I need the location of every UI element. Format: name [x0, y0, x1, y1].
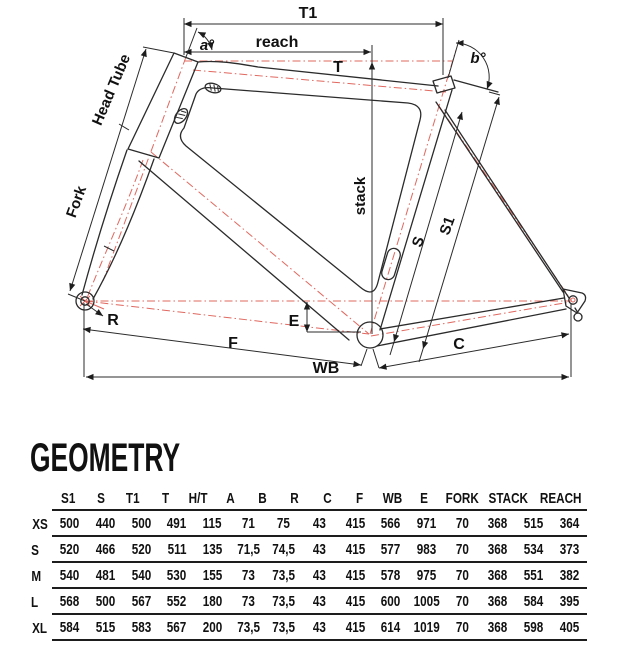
table-cell: 43: [312, 592, 326, 610]
dim-label-c: C: [453, 336, 465, 353]
table-cell: 515: [95, 618, 116, 636]
table-cell: 155: [202, 566, 223, 584]
table-cell: 584: [523, 592, 544, 610]
table-cell: 500: [131, 514, 151, 532]
table-cell: 1005: [413, 592, 440, 610]
table-row: [30, 615, 587, 641]
column-header: T1: [126, 490, 140, 507]
top-tube-outline: [198, 61, 438, 86]
table-cell: 583: [131, 618, 151, 636]
fork-tick: [104, 246, 114, 251]
table-row: [30, 537, 587, 563]
table-cell: 71,5: [236, 540, 260, 558]
table-cell: 520: [131, 540, 151, 558]
dim-label-a-angle: a°: [199, 37, 215, 54]
table-cell: 598: [523, 618, 544, 636]
dim-label-s: S: [408, 234, 429, 250]
table-cell: 552: [167, 592, 187, 610]
table-cell: 566: [381, 514, 401, 532]
table-cell: 567: [131, 592, 151, 610]
table-cell: 415: [345, 540, 365, 558]
table-cell: 405: [559, 618, 579, 636]
table-row: [30, 563, 587, 589]
row-size-label: L: [31, 593, 39, 611]
table-cell: 43: [312, 540, 326, 558]
table-cell: 491: [167, 514, 187, 532]
dim-label-e: E: [288, 313, 300, 330]
table-cell: 70: [455, 514, 469, 532]
table-cell: 975: [416, 566, 437, 584]
table-cell: 551: [523, 566, 544, 584]
table-cell: 500: [95, 592, 116, 610]
column-header: F: [356, 490, 364, 507]
table-cell: 415: [345, 514, 365, 532]
table-cell: 368: [488, 592, 508, 610]
table-header-row: [30, 490, 587, 511]
row-size-label: XS: [32, 515, 48, 533]
table-cell: 43: [312, 514, 326, 532]
table-cell: 73,5: [272, 618, 296, 636]
table-cell: 364: [559, 514, 579, 532]
table-cell: 135: [202, 540, 223, 558]
row-size-label: M: [31, 567, 42, 585]
table-cell: 584: [60, 618, 80, 636]
head-tube-outline: [128, 53, 198, 158]
table-cell: 520: [60, 540, 80, 558]
table-cell: 200: [202, 618, 223, 636]
column-header: STACK: [488, 490, 529, 507]
table-cell: 1019: [413, 618, 440, 636]
table-cell: 500: [60, 514, 80, 532]
geometry-section: [30, 438, 587, 641]
corner-cell: [30, 490, 52, 511]
table-cell: 73,5: [236, 618, 260, 636]
table-cell: 415: [345, 618, 365, 636]
dim-label-reach: reach: [255, 34, 299, 51]
table-cell: 115: [203, 514, 222, 532]
table-cell: 73,5: [272, 592, 296, 610]
column-header: A: [225, 490, 235, 507]
dim-label-b-angle: b°: [470, 50, 486, 67]
dim-label-fork: Fork: [62, 183, 91, 221]
dim-label-t: T: [333, 59, 343, 76]
dim-label-stack: stack: [352, 176, 369, 216]
table-cell: 577: [381, 540, 401, 558]
table-cell: 71: [241, 514, 255, 532]
table-cell: 74,5: [272, 540, 296, 558]
table-cell: 578: [381, 566, 401, 584]
cable-port-oval: [172, 106, 190, 126]
bottom-bracket-circle: [357, 322, 383, 348]
table-cell: 983: [416, 540, 437, 558]
column-header: T: [161, 490, 169, 507]
table-cell: 368: [488, 540, 508, 558]
table-cell: 382: [559, 566, 579, 584]
dim-label-f: F: [228, 335, 238, 352]
table-cell: 971: [416, 514, 437, 532]
table-cell: 534: [523, 540, 544, 558]
derailleur-hanger-circle: [574, 313, 582, 321]
table-cell: 180: [202, 592, 223, 610]
table-cell: 540: [131, 566, 151, 584]
frame-outline: [76, 53, 586, 348]
table-cell: 373: [559, 540, 579, 558]
column-header: S: [96, 490, 105, 507]
table-cell: 395: [559, 592, 579, 610]
table-cell: 481: [95, 566, 116, 584]
table-cell: 415: [345, 566, 365, 584]
table-cell: 73,5: [272, 566, 296, 584]
column-header: C: [323, 490, 332, 507]
row-size-label: S: [31, 541, 39, 559]
table-cell: 75: [277, 514, 291, 532]
dim-label-r: R: [107, 312, 119, 329]
seat-tube-outline: [380, 90, 452, 330]
table-cell: 600: [381, 592, 401, 610]
column-header: FORK: [445, 490, 479, 507]
column-header: WB: [382, 490, 402, 507]
table-cell: 511: [167, 540, 187, 558]
table-cell: 440: [95, 514, 116, 532]
table-cell: 530: [167, 566, 187, 584]
column-header: B: [258, 490, 267, 507]
table-cell: 540: [60, 566, 80, 584]
table-cell: 614: [381, 618, 401, 636]
seat-cluster-wedge: [454, 80, 498, 92]
dim-label-s1: S1: [436, 214, 459, 238]
column-header: E: [420, 490, 429, 507]
geometry-table: [30, 490, 587, 641]
table-cell: 70: [455, 540, 469, 558]
dim-label-t1: T1: [298, 5, 318, 22]
table-cell: 43: [312, 618, 326, 636]
table-cell: 70: [455, 592, 469, 610]
table-cell: 73: [241, 592, 255, 610]
table-cell: 70: [455, 618, 469, 636]
table-row: [30, 511, 587, 537]
table-cell: 368: [488, 618, 508, 636]
table-cell: 73: [241, 566, 255, 584]
dim-label-wb: WB: [312, 360, 340, 377]
column-header: H/T: [188, 490, 208, 507]
table-cell: 368: [488, 566, 508, 584]
table-cell: 368: [488, 514, 508, 532]
row-size-label: XL: [32, 619, 48, 637]
dim-label-head-tube: Head Tube: [88, 51, 135, 128]
table-cell: 43: [312, 566, 326, 584]
table-cell: 568: [60, 592, 80, 610]
rear-axle-circle: [569, 296, 577, 304]
table-cell: 567: [167, 618, 187, 636]
down-tube-outline: [139, 161, 349, 340]
table-cell: 515: [523, 514, 544, 532]
table-cell: 70: [455, 566, 469, 584]
column-header: REACH: [539, 490, 582, 507]
column-header: R: [290, 490, 300, 507]
table-cell: 415: [345, 592, 365, 610]
section-title: GEOMETRY: [30, 436, 181, 480]
column-header: S1: [61, 490, 76, 507]
table-cell: 466: [95, 540, 116, 558]
table-row: [30, 589, 587, 615]
